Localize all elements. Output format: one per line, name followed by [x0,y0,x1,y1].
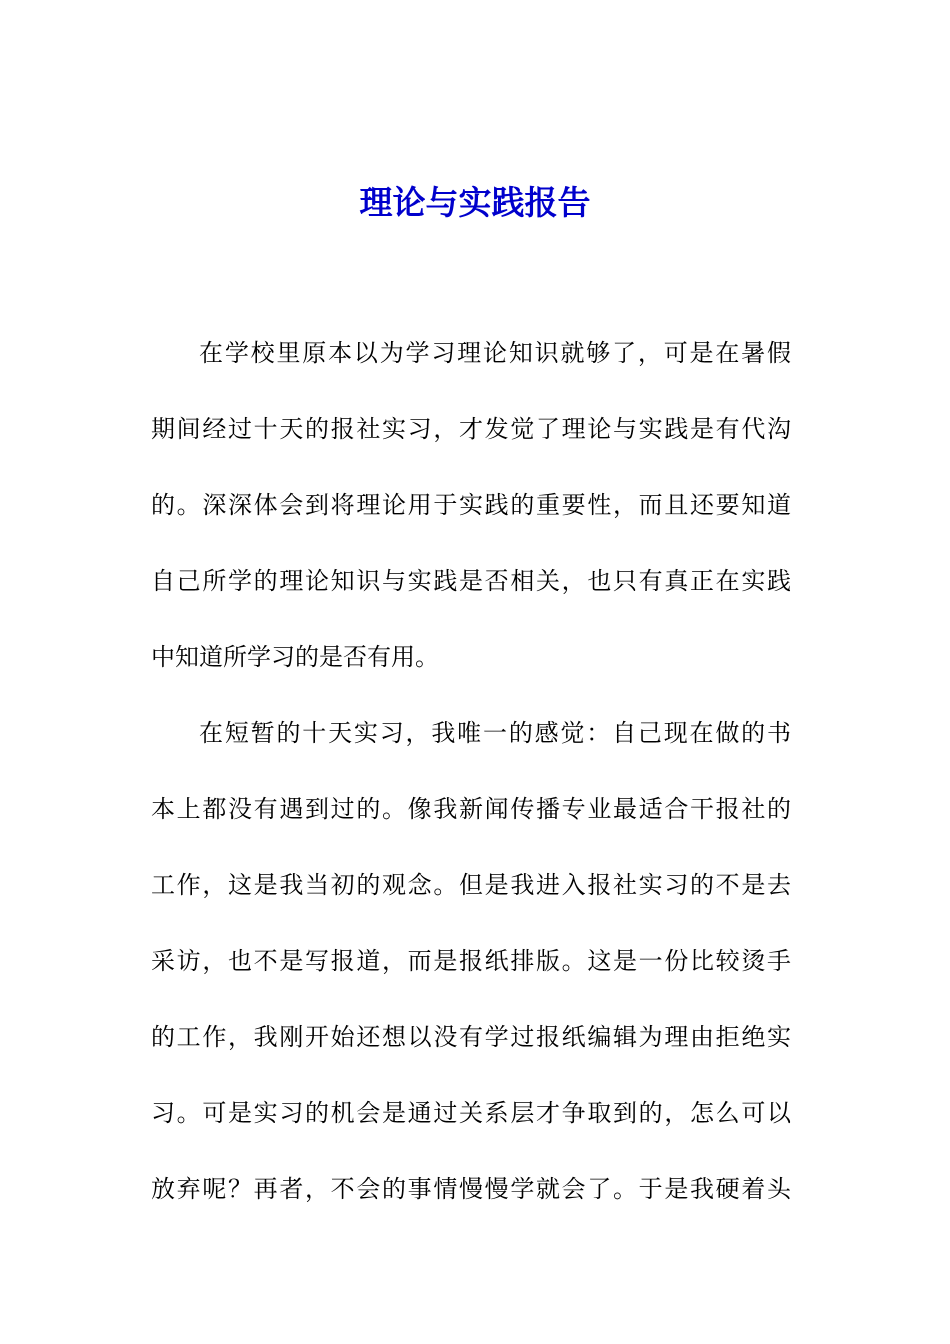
text-line: 本上都没有遇到过的。像我新闻传播专业最适合干报社的 [151,795,791,823]
text-line: 中知道所学习的是否有用。 [151,643,439,671]
text-line: 在短暂的十天实习，我唯一的感觉：自己现在做的书 [199,719,791,747]
text-line: 工作，这是我当初的观念。但是我进入报社实习的不是去 [151,871,791,899]
text-line: 自己所学的理论知识与实践是否相关，也只有真正在实践 [151,567,791,595]
text-line: 习。可是实习的机会是通过关系层才争取到的，怎么可以 [151,1099,791,1127]
text-line: 采访，也不是写报道，而是报纸排版。这是一份比较烫手 [151,947,791,975]
document-body [151,334,791,1246]
text-line: 在学校里原本以为学习理论知识就够了，可是在暑假 [199,339,791,367]
document-title: 理论与实践报告 [359,183,591,222]
text-line: 期间经过十天的报社实习，才发觉了理论与实践是有代沟 [151,415,791,443]
paragraph-2 [151,714,791,1208]
text-line: 的。深深体会到将理论用于实践的重要性，而且还要知道 [151,491,791,519]
paragraph-1 [151,334,791,676]
text-line: 的工作，我刚开始还想以没有学过报纸编辑为理由拒绝实 [151,1023,791,1051]
text-line: 放弃呢？再者，不会的事情慢慢学就会了。于是我硬着头 [151,1175,791,1203]
